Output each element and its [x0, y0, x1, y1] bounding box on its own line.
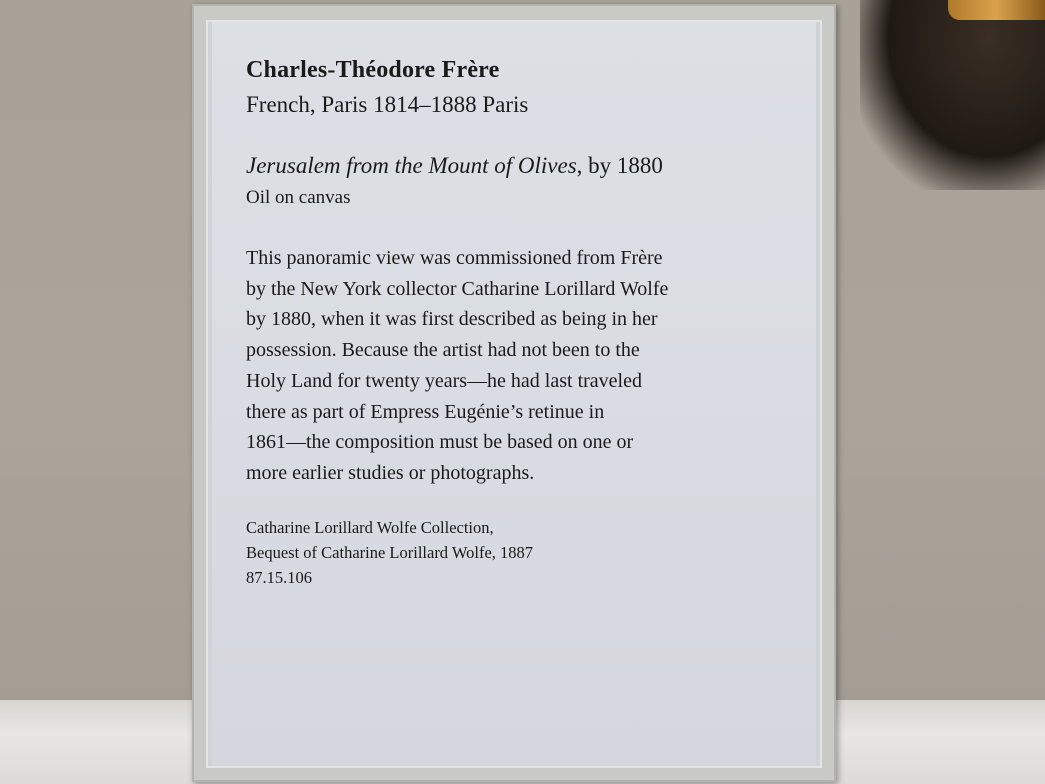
description-line: 1861—the composition must be based on one or: [246, 431, 634, 454]
credit-line: [246, 515, 533, 590]
label-description: [246, 243, 668, 489]
credit-line-item: Catharine Lorillard Wolfe Collection,: [246, 518, 494, 537]
description-line: by the New York collector Catharine Lorillard Wolfe: [246, 277, 669, 300]
adjacent-frame-edge: [948, 0, 1045, 20]
artwork-title: Jerusalem from the Mount of Olives: [246, 153, 577, 178]
description-line: This panoramic view was commissioned from Frère: [246, 247, 663, 269]
artwork-date: , by 1880: [576, 153, 663, 178]
adjacent-artwork-shadow: [860, 0, 1045, 190]
artwork-title-line: [246, 153, 663, 179]
description-line: more earlier studies or photographs.: [246, 461, 535, 484]
description-line: there as part of Empress Eugénie’s retinue in: [246, 400, 605, 423]
description-line: possession. Because the artist had not been to the: [246, 339, 640, 362]
description-line: by 1880, when it was first described as being in her: [246, 308, 658, 331]
artwork-medium: Oil on canvas: [246, 187, 351, 208]
artist-nationality-dates: French, Paris 1814–1888 Paris: [246, 92, 529, 117]
description-line: Holy Land for twenty years—he had last traveled: [246, 369, 642, 392]
accession-number: 87.15.106: [246, 568, 312, 587]
artist-name: Charles-Théodore Frère: [246, 57, 500, 83]
credit-line-item: Bequest of Catharine Lorillard Wolfe, 1887: [246, 543, 534, 562]
